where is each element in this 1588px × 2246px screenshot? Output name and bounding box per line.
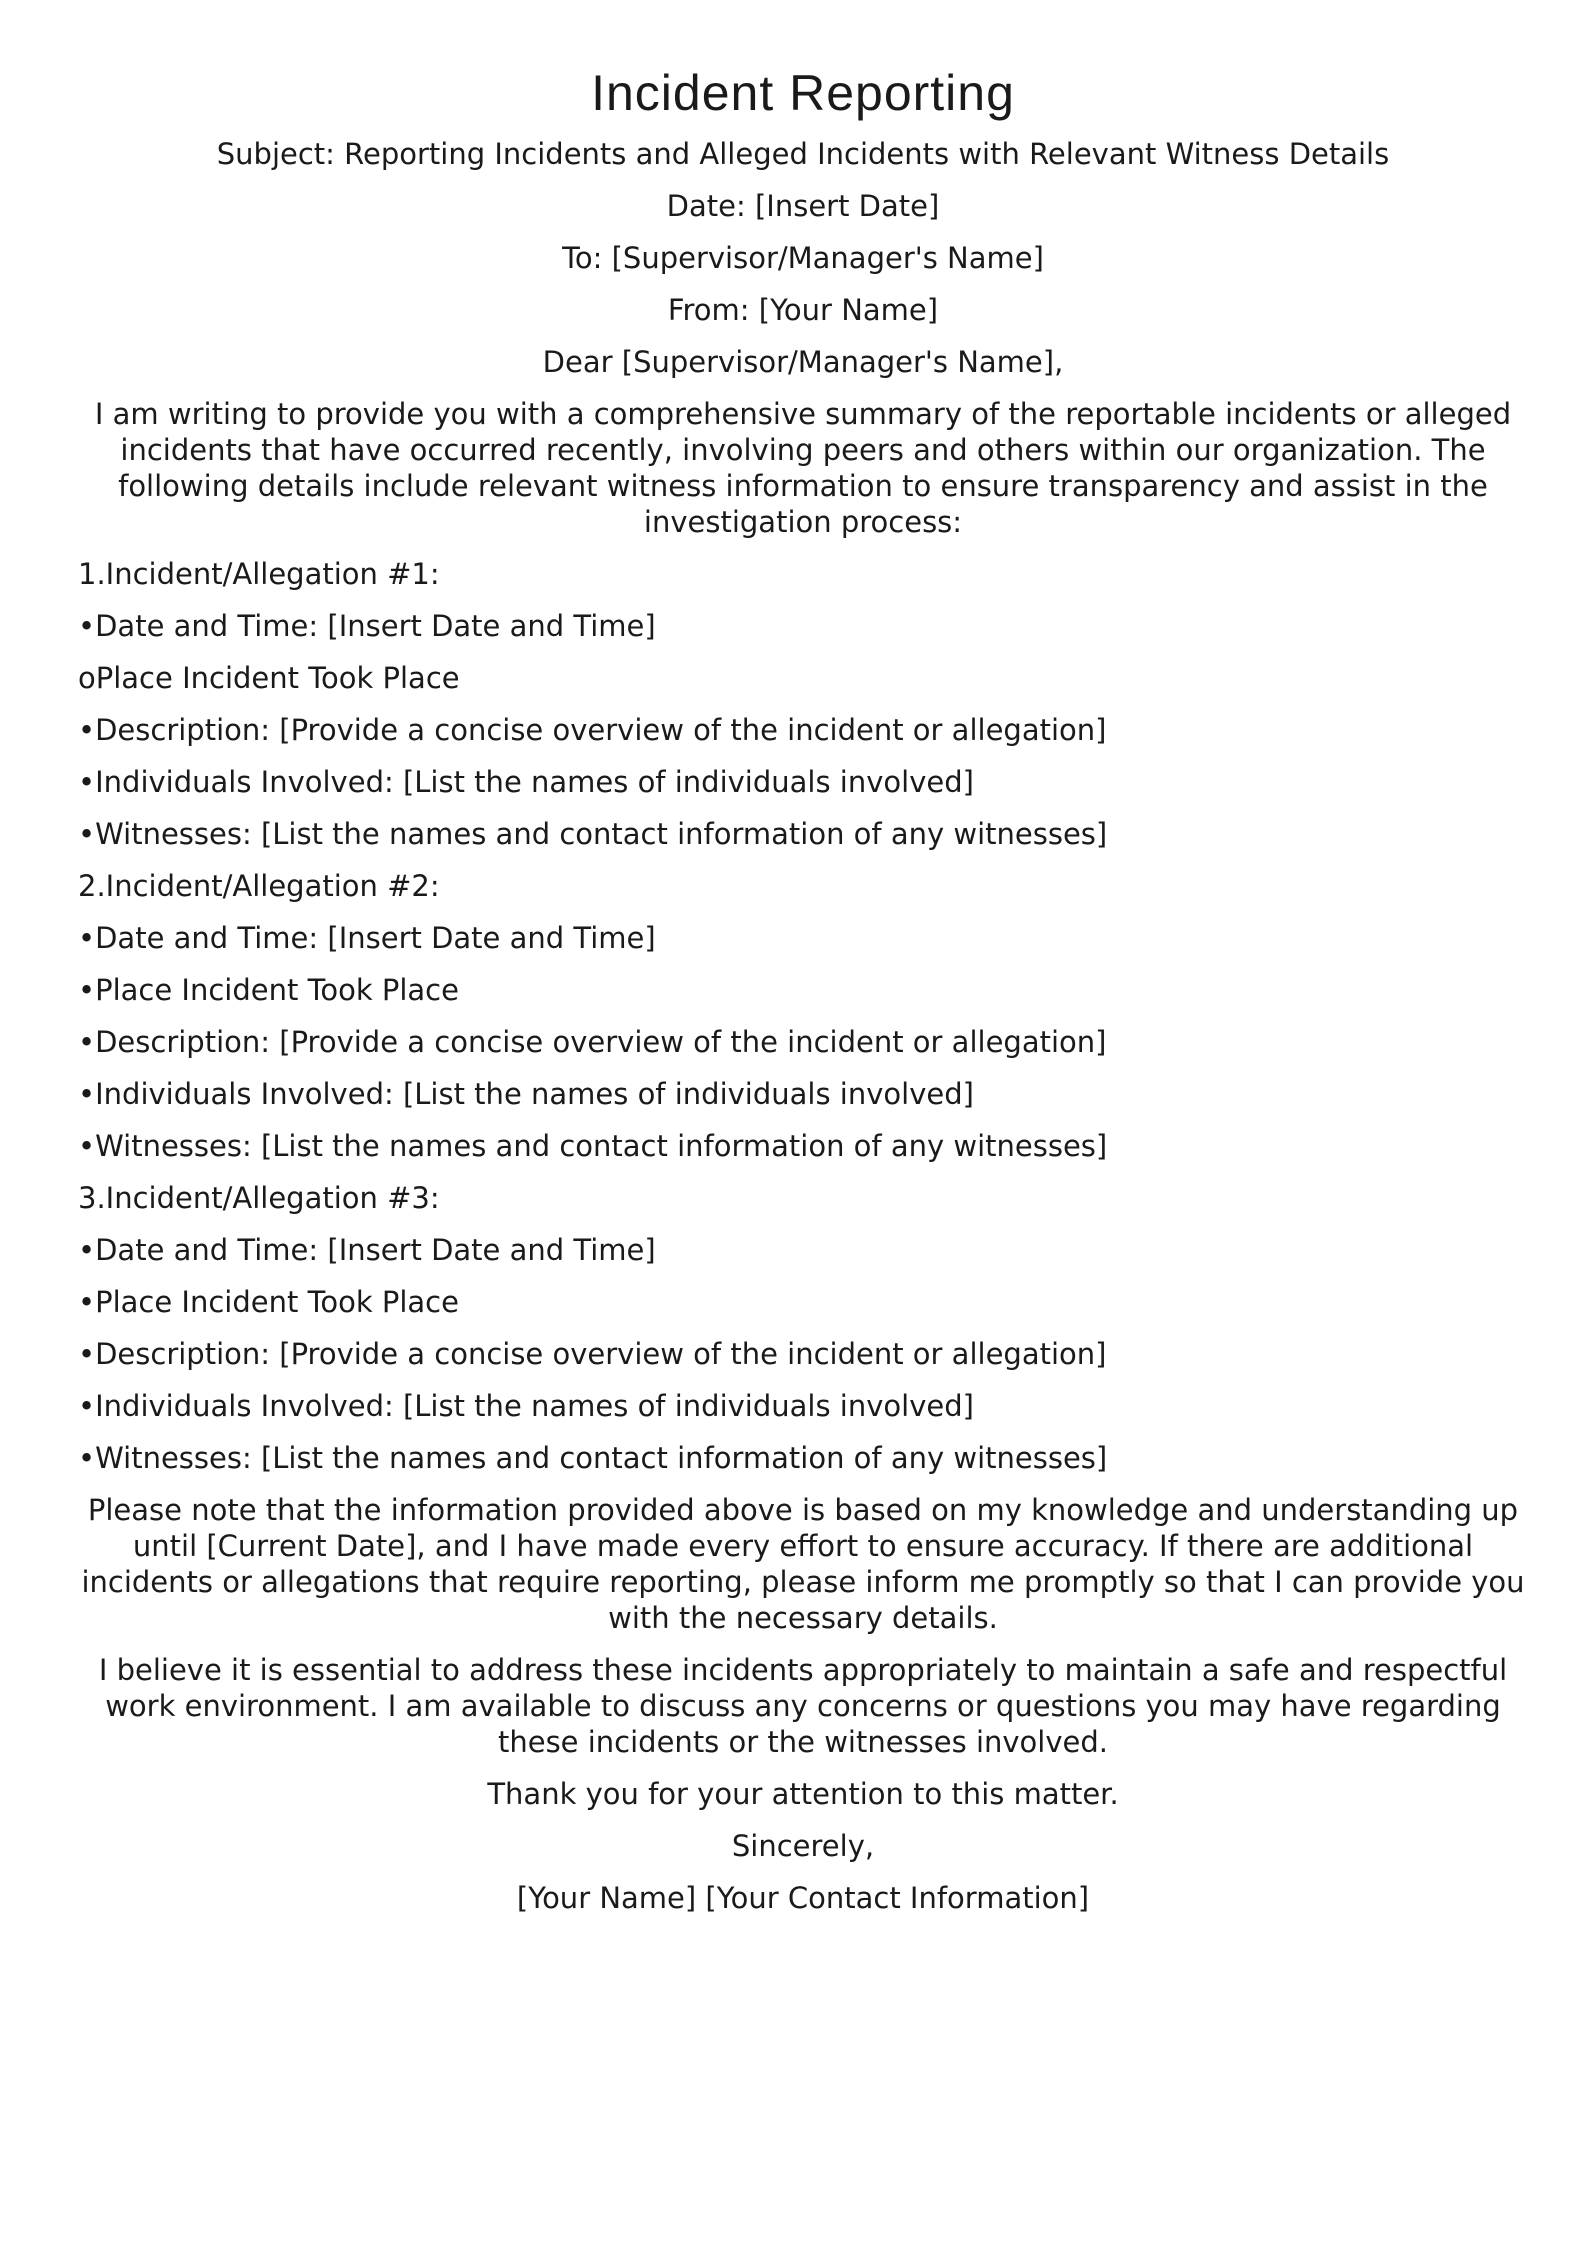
document-title: Incident Reporting <box>591 65 1015 121</box>
incident-description: •Description: [Provide a concise overview of the incident or allegation] <box>78 1337 1107 1371</box>
incident-place: •Place Incident Took Place <box>78 1285 459 1319</box>
incident-heading: 1.Incident/Allegation #1: <box>78 557 440 591</box>
incident-heading: 3.Incident/Allegation #3: <box>78 1181 440 1215</box>
incident-date-time: •Date and Time: [Insert Date and Time] <box>78 609 656 643</box>
signature-line: [Your Name] [Your Contact Information] <box>516 1881 1090 1915</box>
incident-section-3 <box>78 1180 1528 1476</box>
incident-heading: 2.Incident/Allegation #2: <box>78 869 440 903</box>
incident-individuals: •Individuals Involved: [List the names of individuals involved] <box>78 1389 974 1423</box>
incident-description: •Description: [Provide a concise overview of the incident or allegation] <box>78 713 1107 747</box>
incident-section-1 <box>78 556 1528 852</box>
intro-paragraph: I am writing to provide you with a comprehensive summary of the reportable incidents or alleged incidents that have occurred recently, involving peers and others within our organization. The following details include relevant witness information to ensure transparency and assist in the investigation process: <box>94 397 1512 539</box>
incident-place: •Place Incident Took Place <box>78 973 459 1007</box>
incident-place: oPlace Incident Took Place <box>78 661 460 695</box>
incident-witnesses: •Witnesses: [List the names and contact information of any witnesses] <box>78 1441 1108 1475</box>
incident-individuals: •Individuals Involved: [List the names of individuals involved] <box>78 765 974 799</box>
incident-section-2 <box>78 868 1528 1164</box>
incident-date-time: •Date and Time: [Insert Date and Time] <box>78 1233 656 1267</box>
closing-paragraph: I believe it is essential to address these incidents appropriately to maintain a safe and respectful work environment. I am available to discuss any concerns or questions you may have regarding these incidents or the witnesses involved. <box>98 1653 1508 1759</box>
incident-witnesses: •Witnesses: [List the names and contact information of any witnesses] <box>78 1129 1108 1163</box>
incident-individuals: •Individuals Involved: [List the names of individuals involved] <box>78 1077 974 1111</box>
signoff-line: Sincerely, <box>731 1829 875 1863</box>
salutation: Dear [Supervisor/Manager's Name], <box>542 345 1064 379</box>
incident-description: •Description: [Provide a concise overview of the incident or allegation] <box>78 1025 1107 1059</box>
incident-witnesses: •Witnesses: [List the names and contact information of any witnesses] <box>78 817 1108 851</box>
document-page <box>78 58 1528 1932</box>
subject-line: Subject: Reporting Incidents and Alleged Incidents with Relevant Witness Details <box>216 137 1390 171</box>
to-line: To: [Supervisor/Manager's Name] <box>562 241 1044 275</box>
date-line: Date: [Insert Date] <box>666 189 940 223</box>
thanks-line: Thank you for your attention to this matter. <box>487 1777 1119 1811</box>
from-line: From: [Your Name] <box>667 293 939 327</box>
note-paragraph: Please note that the information provided above is based on my knowledge and understanding up until [Current Date], and I have made every effort to ensure accuracy. If there are additional incidents or allegations that require reporting, please inform me promptly so that I can provide you with the necessary details. <box>81 1493 1525 1635</box>
incident-date-time: •Date and Time: [Insert Date and Time] <box>78 921 656 955</box>
